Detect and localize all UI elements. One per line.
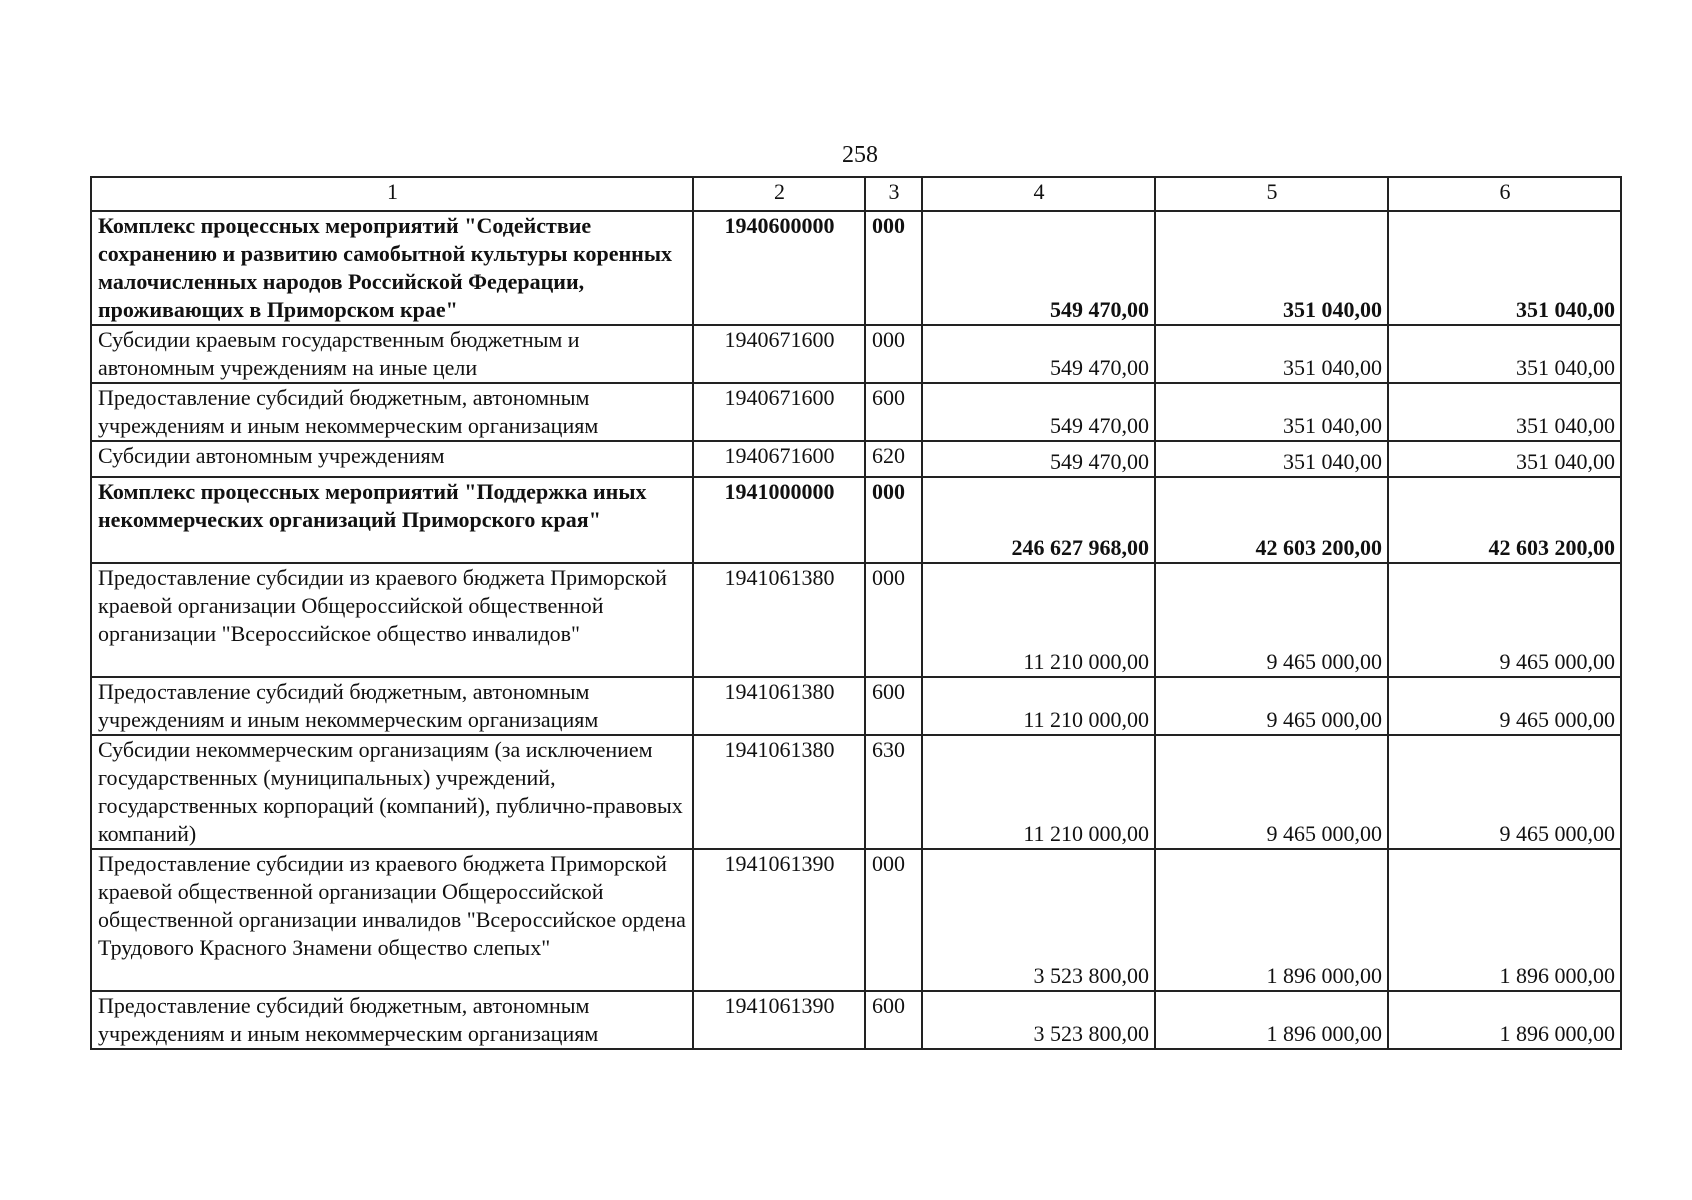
row-amount-col5: 9 465 000,00	[1155, 735, 1388, 849]
row-amount-col4: 3 523 800,00	[922, 991, 1155, 1049]
budget-table	[90, 176, 1622, 1050]
row-amount-col4: 11 210 000,00	[922, 735, 1155, 849]
row-amount-col4: 246 627 968,00	[922, 477, 1155, 563]
row-code: 1941061390	[693, 991, 865, 1049]
row-description: Комплекс процессных мероприятий "Содействие сохранению и развитию самобытной культуры коренных малочисленных народов Российской Федерации, проживающих в Приморском крае"	[91, 211, 693, 325]
row-expense-type: 000	[865, 563, 922, 677]
row-expense-type: 600	[865, 991, 922, 1049]
row-amount-col5: 9 465 000,00	[1155, 563, 1388, 677]
row-amount-col5: 351 040,00	[1155, 211, 1388, 325]
row-amount-col6: 1 896 000,00	[1388, 849, 1621, 991]
row-code: 1940671600	[693, 383, 865, 441]
row-amount-col4: 549 470,00	[922, 325, 1155, 383]
row-code: 1941061380	[693, 563, 865, 677]
row-amount-col6: 9 465 000,00	[1388, 677, 1621, 735]
row-amount-col4: 3 523 800,00	[922, 849, 1155, 991]
table-row	[91, 325, 1621, 383]
row-amount-col6: 351 040,00	[1388, 441, 1621, 477]
row-amount-col5: 9 465 000,00	[1155, 677, 1388, 735]
row-amount-col4: 11 210 000,00	[922, 677, 1155, 735]
row-amount-col5: 351 040,00	[1155, 325, 1388, 383]
row-code: 1940671600	[693, 325, 865, 383]
page-number: 258	[842, 142, 878, 168]
row-amount-col5: 1 896 000,00	[1155, 849, 1388, 991]
row-amount-col4: 549 470,00	[922, 441, 1155, 477]
table-row	[91, 849, 1621, 991]
row-amount-col5: 1 896 000,00	[1155, 991, 1388, 1049]
row-expense-type: 000	[865, 849, 922, 991]
row-expense-type: 600	[865, 383, 922, 441]
row-description: Предоставление субсидии из краевого бюджета Приморской краевой общественной организации Общероссийской общественной организации инвалидов "Всероссийское ордена Трудового Красного Знамени общество слепых"	[91, 849, 693, 991]
column-header: 3	[865, 177, 922, 211]
column-header: 4	[922, 177, 1155, 211]
column-header: 2	[693, 177, 865, 211]
row-amount-col6: 9 465 000,00	[1388, 735, 1621, 849]
row-amount-col4: 549 470,00	[922, 383, 1155, 441]
row-amount-col4: 11 210 000,00	[922, 563, 1155, 677]
table-row	[91, 991, 1621, 1049]
row-amount-col5: 351 040,00	[1155, 441, 1388, 477]
row-description: Субсидии автономным учреждениям	[91, 441, 693, 477]
row-expense-type: 630	[865, 735, 922, 849]
table-row	[91, 477, 1621, 563]
row-expense-type: 620	[865, 441, 922, 477]
row-description: Предоставление субсидий бюджетным, автономным учреждениям и иным некоммерческим организациям	[91, 383, 693, 441]
row-expense-type: 000	[865, 211, 922, 325]
row-description: Субсидии краевым государственным бюджетным и автономным учреждениям на иные цели	[91, 325, 693, 383]
row-description: Субсидии некоммерческим организациям (за исключением государственных (муниципальных) учреждений, государственных корпораций (компаний), публично-правовых компаний)	[91, 735, 693, 849]
row-code: 1940671600	[693, 441, 865, 477]
table-row	[91, 563, 1621, 677]
table-row	[91, 735, 1621, 849]
row-expense-type: 000	[865, 325, 922, 383]
row-amount-col5: 42 603 200,00	[1155, 477, 1388, 563]
row-expense-type: 000	[865, 477, 922, 563]
row-code: 1941061390	[693, 849, 865, 991]
row-description: Предоставление субсидии из краевого бюджета Приморской краевой организации Общероссийской общественной организации "Всероссийское общество инвалидов"	[91, 563, 693, 677]
column-header: 6	[1388, 177, 1621, 211]
table-row	[91, 441, 1621, 477]
row-description: Комплекс процессных мероприятий "Поддержка иных некоммерческих организаций Приморского края"	[91, 477, 693, 563]
table-header-row	[91, 177, 1621, 211]
row-code: 1941061380	[693, 677, 865, 735]
column-header: 1	[91, 177, 693, 211]
row-amount-col5: 351 040,00	[1155, 383, 1388, 441]
row-amount-col6: 351 040,00	[1388, 211, 1621, 325]
row-amount-col6: 351 040,00	[1388, 325, 1621, 383]
table-row	[91, 383, 1621, 441]
row-code: 1940600000	[693, 211, 865, 325]
row-code: 1941000000	[693, 477, 865, 563]
row-code: 1941061380	[693, 735, 865, 849]
row-amount-col6: 42 603 200,00	[1388, 477, 1621, 563]
row-amount-col4: 549 470,00	[922, 211, 1155, 325]
row-expense-type: 600	[865, 677, 922, 735]
row-amount-col6: 9 465 000,00	[1388, 563, 1621, 677]
column-header: 5	[1155, 177, 1388, 211]
row-description: Предоставление субсидий бюджетным, автономным учреждениям и иным некоммерческим организациям	[91, 991, 693, 1049]
table-row	[91, 677, 1621, 735]
table-row	[91, 211, 1621, 325]
row-description: Предоставление субсидий бюджетным, автономным учреждениям и иным некоммерческим организациям	[91, 677, 693, 735]
row-amount-col6: 1 896 000,00	[1388, 991, 1621, 1049]
row-amount-col6: 351 040,00	[1388, 383, 1621, 441]
